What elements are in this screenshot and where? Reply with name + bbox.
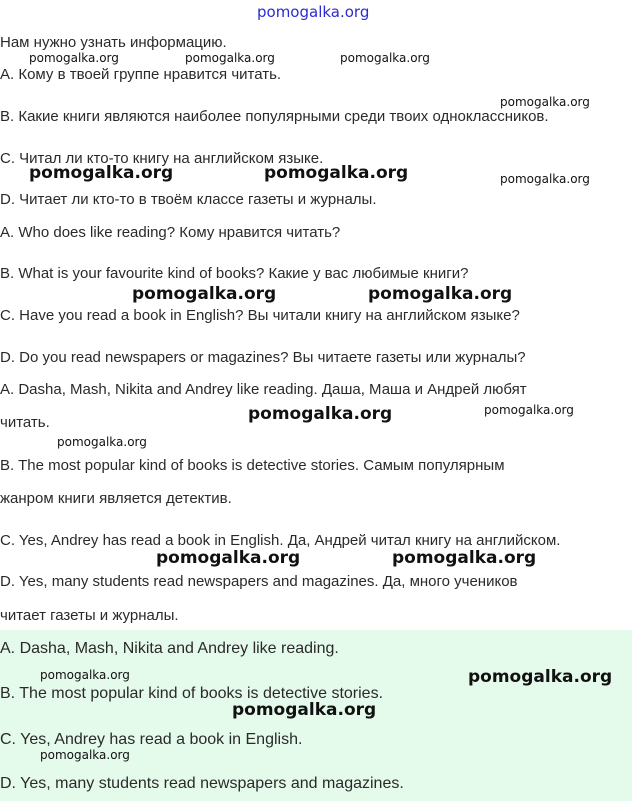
question-en-a: A. Who does like reading? Кому нравится читать? bbox=[0, 224, 341, 241]
intro-text: Нам нужно узнать информацию. bbox=[0, 34, 227, 51]
answer-bilingual-c-line1: C. Yes, Andrey has read a book in English. Да, Андрей читал книгу на английском. bbox=[0, 532, 561, 549]
answer-bilingual-a-line2: читать. bbox=[0, 414, 50, 431]
watermark: pomogalka.org bbox=[232, 700, 377, 720]
answer-final-b: B. The most popular kind of books is detective stories. bbox=[0, 685, 384, 702]
watermark: pomogalka.org bbox=[185, 51, 275, 65]
answer-final-c: C. Yes, Andrey has read a book in English. bbox=[0, 731, 303, 748]
question-en-b: B. What is your favourite kind of books? Какие у вас любимые книги? bbox=[0, 265, 469, 282]
watermark: pomogalka.org bbox=[29, 51, 119, 65]
watermark: pomogalka.org bbox=[57, 435, 147, 449]
answer-bilingual-d-line1: D. Yes, many students read newspapers and magazines. Да, много учеников bbox=[0, 573, 518, 590]
answer-bilingual-d-line2: читает газеты и журналы. bbox=[0, 607, 179, 624]
question-ru-c: C. Читал ли кто-то книгу на английском языке. bbox=[0, 150, 324, 167]
answer-bilingual-b-line1: B. The most popular kind of books is detective stories. Самым популярным bbox=[0, 457, 505, 474]
header-watermark: pomogalka.org bbox=[257, 3, 370, 21]
question-ru-a: A. Кому в твоей группе нравится читать. bbox=[0, 66, 282, 83]
watermark: pomogalka.org bbox=[500, 172, 590, 186]
watermark: pomogalka.org bbox=[468, 667, 613, 687]
watermark: pomogalka.org bbox=[156, 548, 301, 568]
watermark: pomogalka.org bbox=[340, 51, 430, 65]
answer-final-d: D. Yes, many students read newspapers and magazines. bbox=[0, 775, 404, 792]
watermark: pomogalka.org bbox=[500, 95, 590, 109]
watermark: pomogalka.org bbox=[392, 548, 537, 568]
answer-final-a: A. Dasha, Mash, Nikita and Andrey like reading. bbox=[0, 640, 339, 657]
watermark: pomogalka.org bbox=[248, 404, 393, 424]
question-ru-b: B. Какие книги являются наиболее популярными среди твоих одноклассников. bbox=[0, 108, 549, 125]
question-en-c: C. Have you read a book in English? Вы читали книгу на английском языке? bbox=[0, 307, 520, 324]
watermark: pomogalka.org bbox=[40, 668, 130, 682]
watermark: pomogalka.org bbox=[484, 403, 574, 417]
answer-bilingual-a-line1: A. Dasha, Mash, Nikita and Andrey like reading. Даша, Маша и Андрей любят bbox=[0, 381, 527, 398]
watermark: pomogalka.org bbox=[132, 284, 277, 304]
watermark: pomogalka.org bbox=[368, 284, 513, 304]
question-en-d: D. Do you read newspapers or magazines? Вы читаете газеты или журналы? bbox=[0, 349, 526, 366]
watermark: pomogalka.org bbox=[40, 748, 130, 762]
watermark: pomogalka.org bbox=[29, 163, 174, 183]
watermark: pomogalka.org bbox=[264, 163, 409, 183]
question-ru-d: D. Читает ли кто-то в твоём классе газеты и журналы. bbox=[0, 191, 377, 208]
answer-bilingual-b-line2: жанром книги является детектив. bbox=[0, 490, 232, 507]
